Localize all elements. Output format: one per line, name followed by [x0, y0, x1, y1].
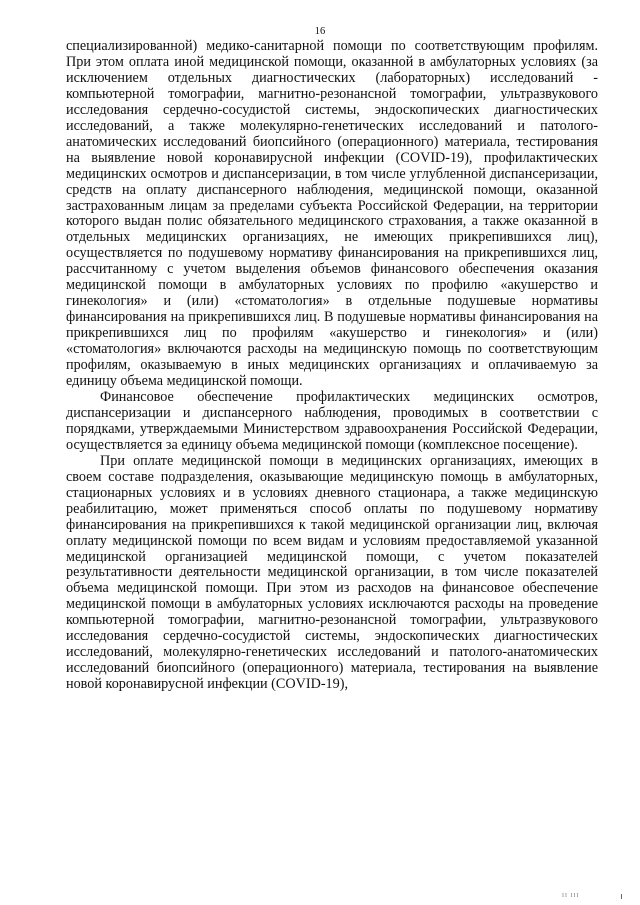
- paragraph-preventive-exams: Финансовое обеспечение профилактических медицинских осмотров, диспансеризации и диспансерного наблюдения, проводимых в соответствии с порядками, утверждаемыми Министерством здравоохранения Российской Федерации, осуществляется за единицу объема медицинской помощи (комплексное посещение).: [66, 388, 598, 453]
- body-text: [66, 39, 598, 693]
- scan-corner-mark: [621, 894, 622, 899]
- page-number: 16: [314, 26, 326, 37]
- paragraph-payment-method: При оплате медицинской помощи в медицинских организациях, имеющих в своем составе подразделения, оказывающие медицинскую помощь в амбулаторных, стационарных условиях и в условиях дневного стационара, а также медицинскую реабилитацию, может применяться способ оплаты по подушевому нормативу финансирования на прикрепившихся к такой медицинской организации лиц, включая оплату медицинской помощи по всем видам и условиям предоставляемой указанной медицинской организацией медицинской помощи, с учетом показателей результативности деятельности медицинской организации, в том числе показателей объема медицинской помощи. При этом из расходов на финансовое обеспечение медицинской помощи в амбулаторных условиях исключаются расходы на проведение компьютерной томографии, магнитно-резонансной томографии, ультразвукового исследования сердечно-сосудистой системы, эндоскопических диагностических исследований, молекулярно-генетических исследований и патолого-анатомических исследований биопсийного (операционного) материала, тестирования на выявление новой коронавирусной инфекции (COVID-19),: [66, 452, 598, 693]
- paragraph-continued: специализированной) медико-санитарной помощи по соответствующим профилям. При этом оплата иной медицинской помощи, оказанной в амбулаторных условиях (за исключением отдельных диагностических (лабораторных) исследований - компьютерной томографии, магнитно-резонансной томографии, ультразвукового исследования сердечно-сосудистой системы, эндоскопических диагностических исследований, а также молекулярно-генетических исследований и патолого-анатомических исследований биопсийного (операционного) материала, тестирования на выявление новой коронавирусной инфекции (COVID-19), профилактических медицинских осмотров и диспансеризации, в том числе углубленной диспансеризации, средств на оплату диспансерного наблюдения, медицинской помощи, оказанной застрахованным лицам за пределами субъекта Российской Федерации, на территории которого выдан полис обязательного медицинского страхования, а также оказанной в отдельных медицинских организациях, не имеющих прикрепившихся лиц), осуществляется по подушевому нормативу финансирования на прикрепившихся лиц, рассчитанному с учетом выделения объемов финансового обеспечения оказания медицинской помощи в амбулаторных условиях по профилю «акушерство и гинекология» и (или) «стоматология» в отдельные подушевые нормативы финансирования на прикрепившихся лиц. В подушевые нормативы финансирования на прикрепившихся лиц по профилям «акушерство и гинекология» и (или) «стоматология» включаются расходы на медицинскую помощь по соответствующим профилям, оказываемую в иных медицинских организациях и оплачиваемую за единицу объема медицинской помощи.: [66, 38, 598, 390]
- scan-footer-mark: II III: [562, 893, 580, 899]
